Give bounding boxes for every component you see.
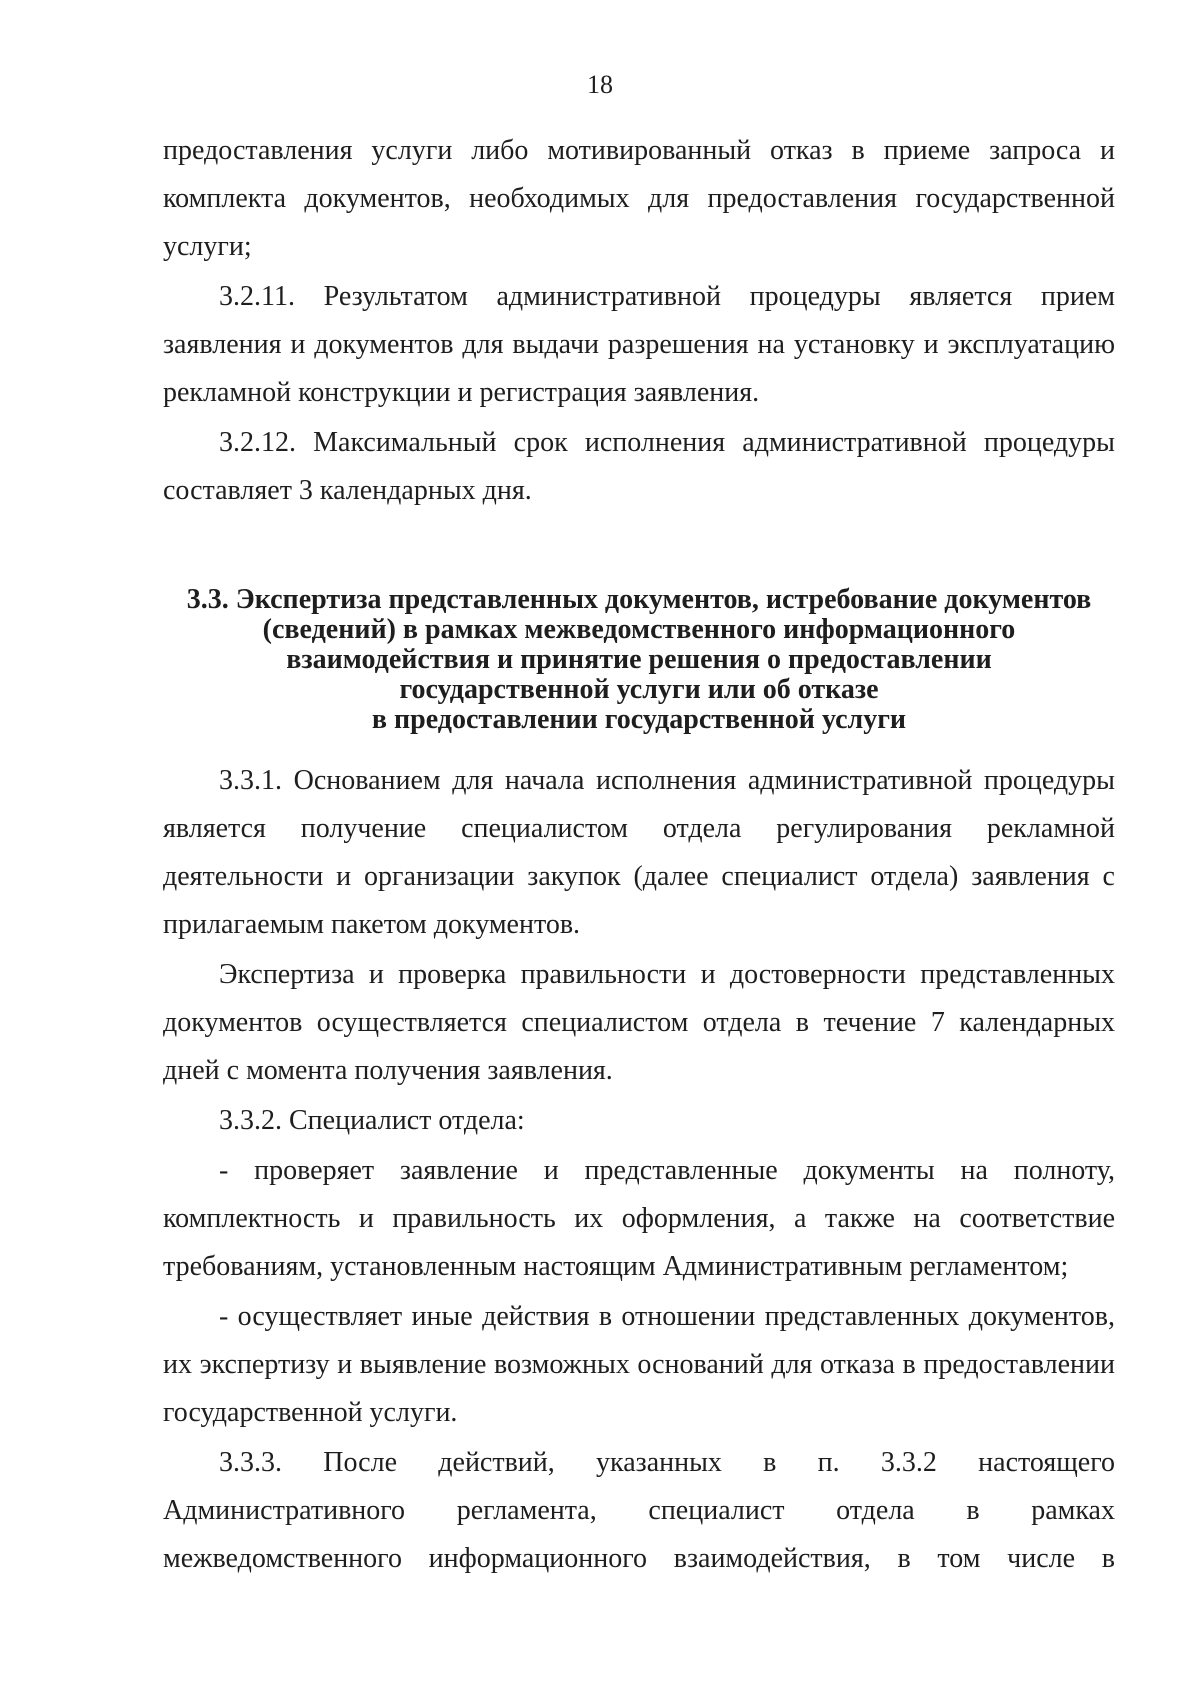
paragraph-3-3-1: 3.3.1. Основанием для начала исполнения административной процедуры является получение специалистом отдела регулирования рекламной деятельности и организации закупок (далее специалист отдела) заявления с прилагаемым пакетом документов. — [163, 765, 1115, 940]
document-body — [163, 127, 1115, 1583]
paragraph-expertise: Экспертиза и проверка правильности и достоверности представленных документов осуществляется специалистом отдела в течение 7 календарных дней с момента получения заявления. — [163, 959, 1115, 1086]
heading-line: 3.3. Экспертиза представленных документов, истребование документов — [186, 584, 1092, 615]
paragraph-3-3-3: 3.3.3. После действий, указанных в п. 3.3.2 настоящего Административного регламента, специалист отдела в рамках межведомственного информационного взаимодействия, в том числе в — [163, 1447, 1115, 1574]
heading-line: (сведений) в рамках межведомственного информационного — [262, 614, 1016, 645]
paragraph-3-2-11: 3.2.11. Результатом административной процедуры является прием заявления и документов для выдачи разрешения на установку и эксплуатацию рекламной конструкции и регистрация заявления. — [163, 281, 1115, 408]
heading-line: взаимодействия и принятие решения о предоставлении — [286, 644, 992, 675]
heading-line: государственной услуги или об отказе — [399, 674, 879, 705]
paragraph-3-3-2: 3.3.2. Специалист отдела: — [219, 1105, 525, 1136]
list-item-other-actions: - осуществляет иные действия в отношении представленных документов, их экспертизу и выявление возможных оснований для отказа в предоставлении государственной услуги. — [163, 1301, 1115, 1428]
list-item-checks: - проверяет заявление и представленные документы на полноту, комплектность и правильность их оформления, а также на соответствие требованиям, установленным настоящим Административным регламентом; — [163, 1155, 1115, 1282]
heading-line: в предоставлении государственной услуги — [371, 704, 907, 735]
paragraph-continuation: предоставления услуги либо мотивированный отказ в приеме запроса и комплекта документов, необходимых для предоставления государственной услуги; — [163, 135, 1115, 262]
paragraph-3-2-12: 3.2.12. Максимальный срок исполнения административной процедуры составляет 3 календарных дня. — [163, 427, 1115, 506]
page-number: 18 — [587, 70, 613, 99]
section-heading-3-3 — [163, 585, 1115, 735]
